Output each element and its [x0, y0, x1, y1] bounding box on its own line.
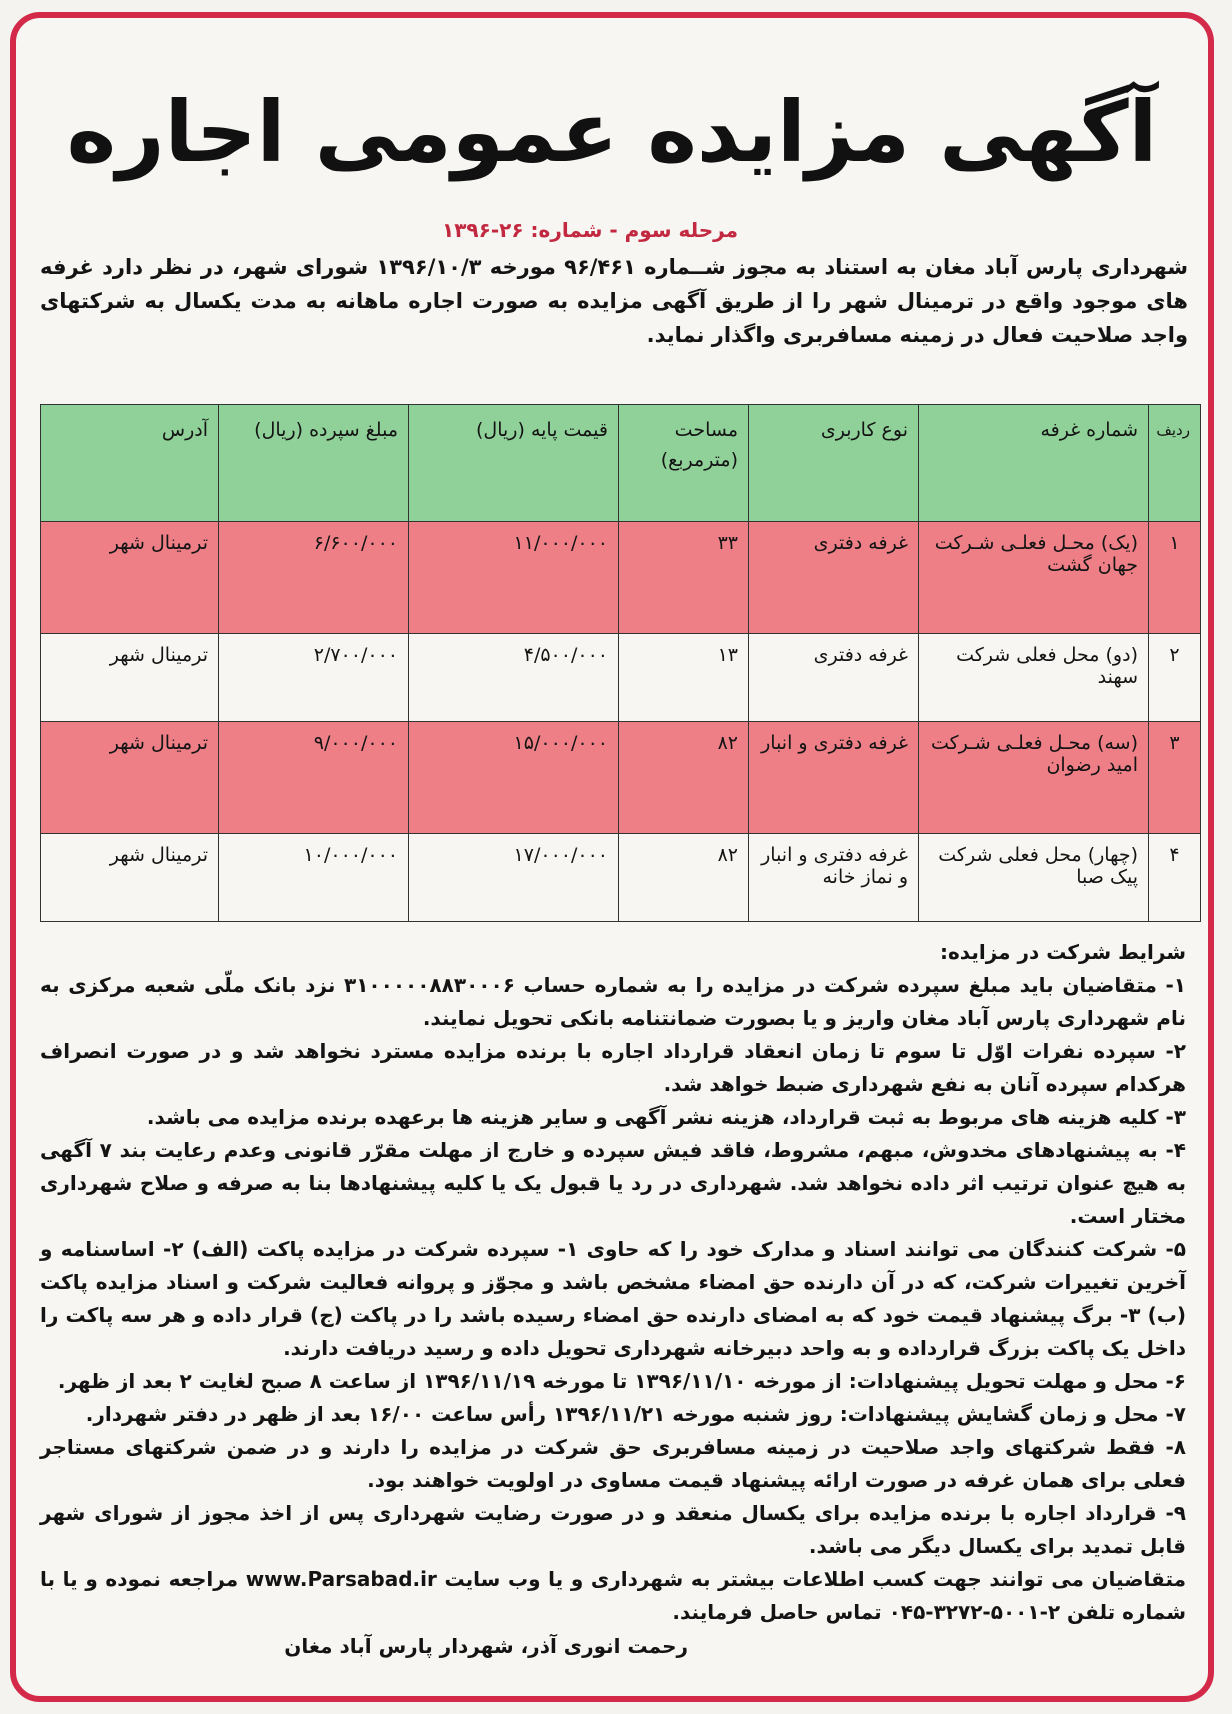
- booths-table: [40, 404, 1201, 922]
- cell-address: ترمینال شهر: [41, 522, 219, 634]
- header-area: مساحت (مترمربع): [619, 405, 749, 522]
- condition-item: ۳- کلیه هزینه های مربوط به ثبت قرارداد، هزینه نشر آگهی و سایر هزینه ها برعهده برنده مزایده می باشد.: [146, 1105, 1186, 1129]
- header-row-no: ردیف: [1149, 405, 1201, 522]
- notice-title: آگهی مزایده عمومی اجاره: [66, 83, 1158, 181]
- cell-usage: غرفه دفتری و انبار و نماز خانه: [749, 834, 919, 922]
- table-row: [41, 722, 1201, 834]
- cell-area: ۳۳: [619, 522, 749, 634]
- header-booth: شماره غرفه: [919, 405, 1149, 522]
- cell-row-no: ۱: [1149, 522, 1201, 634]
- cell-address: ترمینال شهر: [41, 834, 219, 922]
- conditions-section: [40, 936, 1186, 1629]
- cell-deposit: ۲/۷۰۰/۰۰۰: [219, 634, 409, 722]
- notice-subtitle: مرحله سوم - شماره: ۲۶-۱۳۹۶: [441, 218, 738, 242]
- table-header-row: [41, 405, 1201, 522]
- notice-frame: [10, 12, 1214, 1702]
- cell-usage: غرفه دفتری: [749, 522, 919, 634]
- cell-booth: (یک) محـل فعلـی شـرکت جهان گشت: [919, 522, 1149, 634]
- contact-info: متقاضیان می توانند جهت کسب اطلاعات بیشتر به شهرداری و یا وب سایت www.Parsabad.ir مراجعه نموده و یا با شماره تلفن ۲-۵۰۰۱-۳۲۷۲-۰۴۵ تماس حاصل فرمایند.: [40, 1567, 1186, 1624]
- intro-paragraph: شهرداری پارس آباد مغان به استناد به مجوز شــماره ۹۶/۴۶۱ مورخه ۱۳۹۶/۱۰/۳ شورای شهر، در نظر دارد غرفه های موجود واقع در ترمینال شهر را از طریق آگهی مزایده به صورت اجاره ماهانه به مدت یکسال به شرکتهای واجد صلاحیت فعال در زمینه مسافربری واگذار نماید.: [40, 255, 1189, 347]
- cell-base-price: ۱۷/۰۰۰/۰۰۰: [409, 834, 619, 922]
- cell-booth: (دو) محل فعلی شرکت سهند: [919, 634, 1149, 722]
- table-row: [41, 634, 1201, 722]
- signature: رحمت انوری آذر، شهردار پارس آباد مغان: [284, 1634, 688, 1658]
- condition-item: ۸- فقط شرکتهای واجد صلاحیت در زمینه مسافربری حق شرکت در مزایده را دارند و در ضمن شرکتهای مستاجر فعلی برای همان غرفه در صورت ارائه پیشنهاد قیمت مساوی در اولویت خواهند بود.: [40, 1435, 1186, 1492]
- cell-deposit: ۶/۶۰۰/۰۰۰: [219, 522, 409, 634]
- cell-usage: غرفه دفتری و انبار: [749, 722, 919, 834]
- header-base-price: قیمت پایه (ریال): [409, 405, 619, 522]
- cell-base-price: ۱۱/۰۰۰/۰۰۰: [409, 522, 619, 634]
- header-deposit: مبلغ سپرده (ریال): [219, 405, 409, 522]
- cell-base-price: ۴/۵۰۰/۰۰۰: [409, 634, 619, 722]
- cell-booth: (چهار) محل فعلی شرکت پیک صبا: [919, 834, 1149, 922]
- cell-row-no: ۳: [1149, 722, 1201, 834]
- cell-address: ترمینال شهر: [41, 722, 219, 834]
- cell-base-price: ۱۵/۰۰۰/۰۰۰: [409, 722, 619, 834]
- cell-row-no: ۴: [1149, 834, 1201, 922]
- cell-area: ۸۲: [619, 834, 749, 922]
- conditions-title: شرایط شرکت در مزایده:: [939, 940, 1186, 964]
- cell-address: ترمینال شهر: [41, 634, 219, 722]
- condition-item: ۶- محل و مهلت تحویل پیشنهادات: از مورخه ۱۳۹۶/۱۱/۱۰ تا مورخه ۱۳۹۶/۱۱/۱۹ از ساعت ۸ صبح لغایت ۲ بعد از ظهر.: [57, 1369, 1186, 1393]
- cell-usage: غرفه دفتری: [749, 634, 919, 722]
- condition-item: ۹- قرارداد اجاره با برنده مزایده برای یکسال منعقد و در صورت رضایت شهرداری پس از اخذ مجوز از شورای شهر قابل تمدید برای یکسال دیگر می باشد.: [40, 1501, 1186, 1558]
- condition-item: ۱- متقاضیان باید مبلغ سپرده شرکت در مزایده را به شماره حساب ۳۱۰۰۰۰۰۸۸۳۰۰۰۶ نزد بانک ملّی شعبه مرکزی به نام شهرداری پارس آباد مغان واریز و یا بصورت ضمانتنامه بانکی تحویل نمایند.: [40, 973, 1187, 1030]
- condition-item: ۷- محل و زمان گشایش پیشنهادات: روز شنبه مورخه ۱۳۹۶/۱۱/۲۱ رأس ساعت ۱۶/۰۰ بعد از ظهر در دفتر شهردار.: [85, 1402, 1186, 1426]
- cell-deposit: ۱۰/۰۰۰/۰۰۰: [219, 834, 409, 922]
- condition-item: ۴- به پیشنهادهای مخدوش، مبهم، مشروط، فاقد فیش سپرده و خارج از مهلت مقرّر قانونی وعدم رعایت بند ۷ آگهی به هیچ عنوان ترتیب اثر داده نخواهد شد. شهرداری در رد یا قبول یک یا کلیه پیشنهادها بنا به صرفه و صلاح شهرداری مختار است.: [40, 1138, 1186, 1228]
- condition-item: ۲- سپرده نفرات اوّل تا سوم تا زمان انعقاد قرارداد اجاره با برنده مزایده مسترد نخواهد شد و در صورت انصراف هرکدام سپرده آنان به نفع شهرداری ضبط خواهد شد.: [40, 1039, 1186, 1096]
- header-address: آدرس: [41, 405, 219, 522]
- cell-area: ۱۳: [619, 634, 749, 722]
- header-usage: نوع کاربری: [749, 405, 919, 522]
- table-row: [41, 834, 1201, 922]
- cell-area: ۸۲: [619, 722, 749, 834]
- table-row: [41, 522, 1201, 634]
- cell-deposit: ۹/۰۰۰/۰۰۰: [219, 722, 409, 834]
- cell-booth: (سه) محـل فعلـی شـرکت امید رضوان: [919, 722, 1149, 834]
- cell-row-no: ۲: [1149, 634, 1201, 722]
- condition-item: ۵- شرکت کنندگان می توانند اسناد و مدارک خود را که حاوی ۱- سپرده شرکت در مزایده پاکت (الف) ۲- اساسنامه و آخرین تغییرات شرکت، که در آن دارنده حق امضاء مشخص باشد و مجوّز و پروانه فعالیت شرکت و اسناد مزایده پاکت (ب) ۳- برگ پیشنهاد قیمت خود که به امضای دارنده حق امضاء رسیده باشد را در پاکت (ج) قرار داده و هر سه پاکت را داخل یک پاکت بزرگ قرارداده و به واحد دبیرخانه شهرداری تحویل داده و رسید دریافت دارند.: [40, 1237, 1187, 1360]
